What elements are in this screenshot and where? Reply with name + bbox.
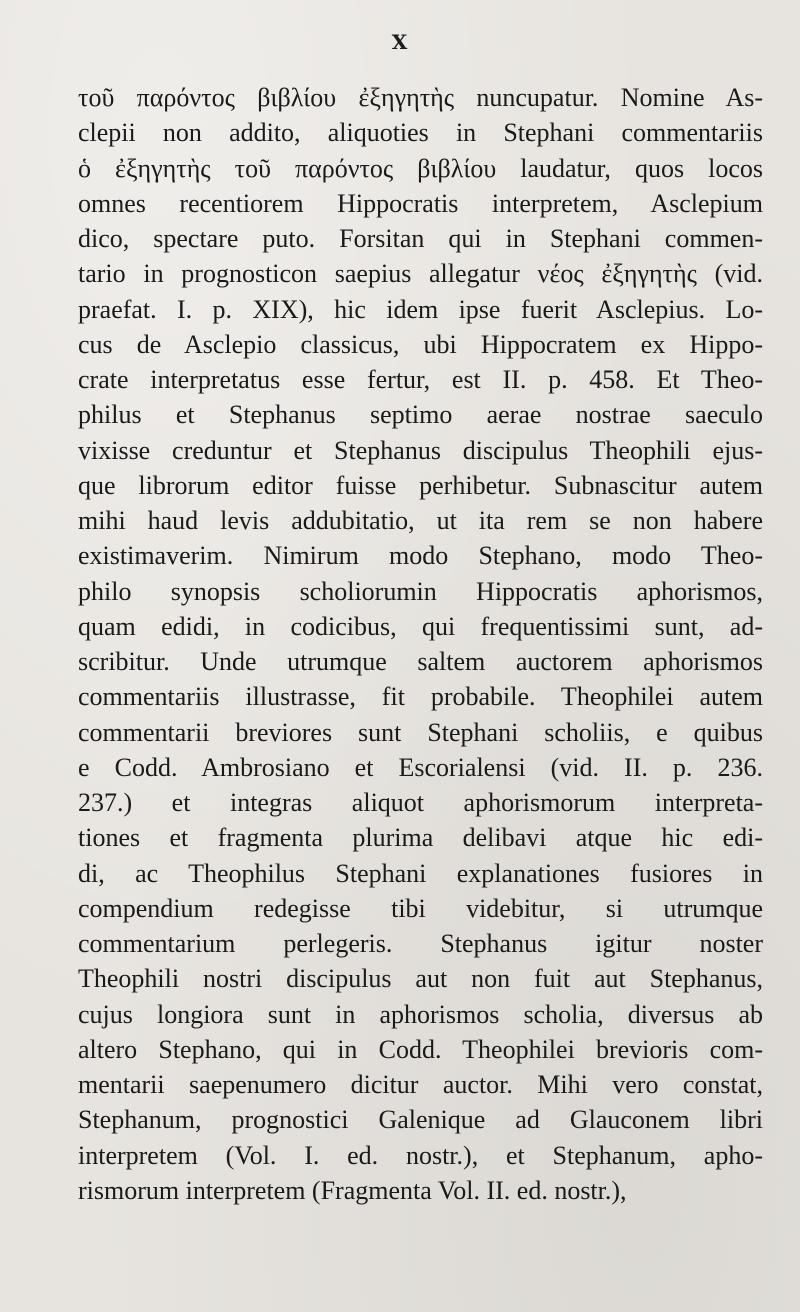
text-line: cujus longiora sunt in aphorismos scholia, diversus ab <box>78 999 763 1029</box>
text-line: compendium redegisse tibi videbitur, si utrumque <box>78 893 763 923</box>
text-line: τοῦ παρόντος βιβλίου ἐξηγητὴς nuncupatur. Nomine As- <box>78 83 763 112</box>
text-line: di, ac Theophilus Stephani explanationes fusiores in <box>78 858 763 888</box>
text-line: e Codd. Ambrosiano et Escorialensi (vid. II. p. 236. <box>78 752 763 782</box>
text-line: mentarii saepenumero dicitur auctor. Mihi vero constat, <box>78 1070 763 1099</box>
text-line: ὁ ἐξηγητὴς τοῦ παρόντος βιβλίου laudatur, quos locos <box>78 153 763 183</box>
text-line: vixisse creduntur et Stephanus discipulus Theophili ejus- <box>78 435 763 465</box>
text-line: philo synopsis scholiorumin Hippocratis aphorismos, <box>78 576 763 606</box>
text-line: crate interpretatus esse fertur, est II. p. 458. Et Theo- <box>78 365 763 394</box>
text-line: cus de Asclepio classicus, ubi Hippocratem ex Hippo- <box>78 329 763 359</box>
text-line: dico, spectare puto. Forsitan qui in Stephani commen- <box>78 224 763 253</box>
text-line: quam edidi, in codicibus, qui frequentissimi sunt, ad- <box>78 611 763 641</box>
text-line: mihi haud levis addubitatio, ut ita rem se non habere <box>78 506 763 535</box>
text-line: tario in prognosticon saepius allegatur νέος ἐξηγητὴς (vid. <box>78 259 763 289</box>
text-line: philus et Stephanus septimo aerae nostrae saeculo <box>78 400 763 430</box>
text-line: Stephanum, prognostici Galenique ad Glauconem libri <box>78 1105 763 1135</box>
text-line: rismorum interpretem (Fragmenta Vol. II. ed. nostr.), <box>78 1175 627 1205</box>
body-text <box>78 80 763 1208</box>
text-line: tiones et fragmenta plurima delibavi atque hic edi- <box>78 823 763 853</box>
text-line: commentariis illustrasse, fit probabile. Theophilei autem <box>78 682 763 712</box>
text-line: que librorum editor fuisse perhibetur. Subnascitur autem <box>78 470 763 500</box>
text-line: commentarium perlegeris. Stephanus igitur noster <box>78 929 763 958</box>
text-line: commentarii breviores sunt Stephani scholiis, e quibus <box>78 717 763 747</box>
text-line: interpretem (Vol. I. ed. nostr.), et Stephanum, apho- <box>78 1140 763 1170</box>
text-line: praefat. I. p. XIX), hic idem ipse fuerit Asclepius. Lo- <box>78 294 763 324</box>
page-number: X <box>391 30 409 54</box>
text-line: scribitur. Unde utrumque saltem auctorem aphorismos <box>78 647 763 676</box>
text-line: omnes recentiorem Hippocratis interpretem, Asclepium <box>78 188 763 218</box>
text-line: existimaverim. Nimirum modo Stephano, modo Theo- <box>78 541 763 571</box>
text-line: clepii non addito, aliquoties in Stephani commentariis <box>78 118 763 148</box>
text-line: altero Stephano, qui in Codd. Theophilei brevioris com- <box>78 1034 763 1064</box>
text-line: Theophili nostri discipulus aut non fuit aut Stephanus, <box>78 964 763 994</box>
text-line: 237.) et integras aliquot aphorismorum interpreta- <box>78 788 763 817</box>
